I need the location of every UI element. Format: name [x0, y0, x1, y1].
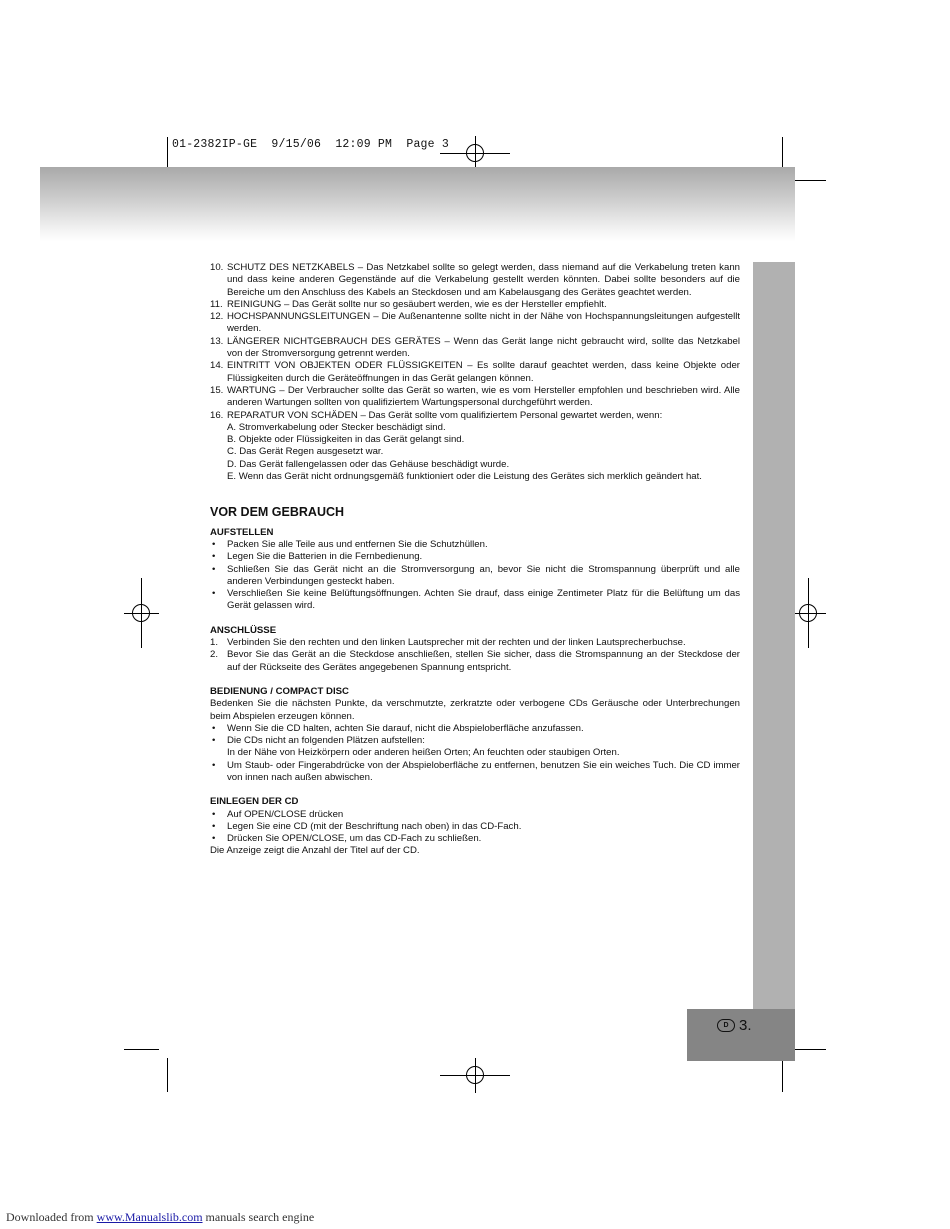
list-item: 16. REPARATUR VON SCHÄDEN – Das Gerät sollte vom qualifiziertem Personal gewartet werden, wenn: — [210, 409, 663, 421]
crop-mark — [167, 1058, 168, 1092]
bullet-icon: • — [212, 551, 216, 563]
anschluesse-list — [210, 637, 740, 674]
list-item: • Wenn Sie die CD halten, achten Sie darauf, nicht die Abspieloberfläche anzufassen. — [212, 722, 584, 734]
page-number — [717, 1017, 752, 1034]
list-item: • Legen Sie eine CD (mit der Beschriftung nach oben) in das CD-Fach. — [212, 820, 522, 832]
registration-mark-right — [799, 604, 817, 622]
side-bar — [753, 262, 795, 1012]
bullet-icon: • — [212, 735, 216, 747]
bullet-icon: • — [212, 759, 216, 771]
bullet-icon: • — [212, 588, 216, 600]
safety-list — [210, 262, 740, 422]
list-item: • Verschließen Sie keine Belüftungsöffnungen. Achten Sie drauf, dass einige Zentimeter Platz für die Belüftung um das Gerät gelassen wird. — [212, 588, 740, 612]
subsection-heading: BEDIENUNG / COMPACT DISC — [210, 685, 349, 697]
bullet-icon: • — [212, 538, 216, 550]
crop-mark — [124, 1049, 159, 1050]
list-item: C. Das Gerät Regen ausgesetzt war. — [227, 446, 384, 458]
list-item: 2. Bevor Sie das Gerät an die Steckdose anschließen, stellen Sie sicher, dass die Stromspannung an der Steckdose der auf der Rückseite des Gerätes angegebenen Spannung entspricht. — [210, 649, 740, 673]
bullet-icon: • — [212, 563, 216, 575]
list-item: 10. SCHUTZ DES NETZKABELS – Das Netzkabel sollte so gelegt werden, dass niemand auf die Verkabelung treten kann und dass keine anderen Gegenstände auf die Verkabelung gestellt werden könnten. Dabei sollte besonders auf die Bereiche um den Anschluss des Kabels an Steckdosen und am Kabelausgang des Gerätes geachtet werden. — [210, 262, 740, 298]
crop-mark — [167, 137, 168, 171]
crop-mark — [791, 1049, 826, 1050]
bullet-icon: • — [212, 820, 216, 832]
crop-mark — [782, 137, 783, 171]
list-item: • Die CDs nicht an folgenden Plätzen aufstellen: In der Nähe von Heizkörpern oder anderen heißen Orten; An feuchten oder staubigen Orten. — [212, 735, 620, 759]
crop-mark — [791, 180, 826, 181]
paragraph: Die Anzeige zeigt die Anzahl der Titel auf der CD. — [210, 845, 420, 857]
header-gradient-band — [40, 167, 795, 242]
list-item: • Um Staub- oder Fingerabdrücke von der Abspieloberfläche zu entfernen, benutzen Sie ein weiches Tuch. Die CD immer von innen nach außen abwischen. — [212, 759, 740, 783]
registration-mark-bottom — [466, 1066, 484, 1084]
repair-subitems — [210, 422, 740, 483]
list-item: • Packen Sie alle Teile aus und entfernen Sie die Schutzhüllen. — [212, 538, 488, 550]
list-item: 15. WARTUNG – Der Verbraucher sollte das Gerät so warten, wie es vom Hersteller empfohlen und beschrieben wird. Alle anderen Wartungen sollten von qualifiziertem Wartungspersonal durchgeführt werden. — [210, 384, 740, 409]
list-item: 12. HOCHSPANNUNGSLEITUNGEN – Die Außenantenne sollte nicht in der Nähe von Hochspannungsleitungen aufgestellt werden. — [210, 311, 740, 335]
list-item: • Drücken Sie OPEN/CLOSE, um das CD-Fach zu schließen. — [212, 833, 482, 845]
manualslib-link[interactable]: www.Manualslib.com — [96, 1210, 203, 1224]
list-item: B. Objekte oder Flüssigkeiten in das Gerät gelangt sind. — [227, 434, 465, 446]
list-item: • Schließen Sie das Gerät nicht an die Stromversorgung an, bevor Sie nicht die Stromspannung überprüft und alle anderen Verbindungen gesteckt haben. — [212, 563, 740, 587]
subsection-heading: EINLEGEN DER CD — [210, 796, 299, 808]
print-slug: 01-2382IP-GE 9/15/06 12:09 PM Page 3 — [172, 138, 449, 151]
list-item: E. Wenn das Gerät nicht ordnungsgemäß funktioniert oder die Leistung des Gerätes sich merklich geändert hat. — [227, 471, 702, 483]
main-content — [210, 262, 740, 858]
bullet-icon: • — [212, 722, 216, 734]
list-item: A. Stromverkabelung oder Stecker beschädigt sind. — [227, 421, 446, 433]
bedienung-list — [210, 723, 740, 784]
download-footer: Downloaded from www.Manualslib.com manuals search engine — [6, 1210, 315, 1224]
bullet-icon: • — [212, 808, 216, 820]
list-item: 13. LÄNGERER NICHTGEBRAUCH DES GERÄTES – Wenn das Gerät lange nicht gebraucht wird, sollte das Netzkabel von der Stromversorgung getrennt werden. — [210, 335, 740, 360]
registration-mark-top — [466, 144, 484, 162]
paragraph: Bedenken Sie die nächsten Punkte, da verschmutzte, zerkratzte oder verbogene CDs Geräusche oder Unterbrechungen beim Abspielen erzeugen können. — [210, 698, 740, 722]
list-item: 14. EINTRITT VON OBJEKTEN ODER FLÜSSIGKEITEN – Es sollte darauf geachtet werden, dass keine Objekte oder Flüssigkeiten durch die Geräteöffnungen in das Gerät gelangen können. — [210, 360, 740, 384]
list-item: • Auf OPEN/CLOSE drücken — [212, 808, 344, 820]
list-item: 11. REINIGUNG – Das Gerät sollte nur so gesäubert werden, wie es der Hersteller empfiehlt. — [210, 298, 607, 310]
list-item: D. Das Gerät fallengelassen oder das Gehäuse beschädigt wurde. — [227, 458, 510, 470]
list-item: 1. Verbinden Sie den rechten und den linken Lautsprecher mit der rechten und der linken Lautsprecherbuchse. — [210, 637, 686, 649]
crop-mark — [782, 1058, 783, 1092]
list-item: • Legen Sie die Batterien in die Fernbedienung. — [212, 551, 423, 563]
subsection-heading: ANSCHLÜSSE — [210, 624, 277, 636]
aufstellen-list — [210, 539, 740, 613]
bullet-icon: • — [212, 833, 216, 845]
registration-mark-left — [132, 604, 150, 622]
language-badge: D — [717, 1019, 735, 1032]
section-heading: VOR DEM GEBRAUCH — [210, 505, 345, 520]
subsection-heading: AUFSTELLEN — [210, 526, 274, 538]
einlegen-list — [210, 809, 740, 846]
page-number-text: 3. — [739, 1017, 752, 1034]
